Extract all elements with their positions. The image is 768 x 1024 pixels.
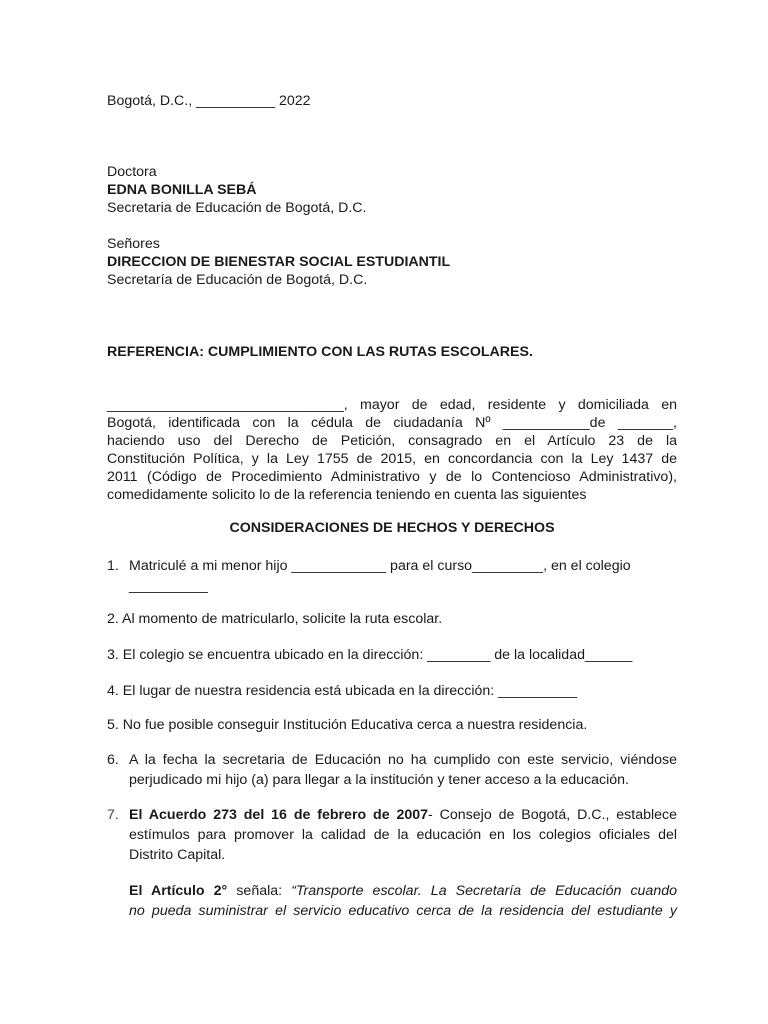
article-quote-2: no pueda suministrar el servicio educativo cerca de la residencia del estudiante y [129,903,677,919]
section-title: CONSIDERACIONES DE HECHOS Y DERECHOS [229,520,555,536]
intro-line: comedidamente solicito lo de la referencia teniendo en cuenta las siguientes [107,487,587,503]
recipient1-title: Doctora [107,164,157,180]
item-line [129,805,677,825]
item-text [129,805,677,865]
intro-line: Constitución Política, y la Ley 1755 de 2015, en concordancia con la Ley 1437 de [107,451,677,467]
item-line: A la fecha la secretaria de Educación no ha cumplido con este servicio, viéndose [129,752,677,768]
acuerdo-reference: El Acuerdo 273 del 16 de febrero de 2007 [129,807,429,823]
intro-line: haciendo uso del Derecho de Petición, consagrado en el Artículo 23 de la [107,433,677,449]
recipient2-name: DIRECCION DE BIENESTAR SOCIAL ESTUDIANTIL [107,254,451,270]
recipient2-position: Secretaría de Educación de Bogotá, D.C. [107,272,368,288]
list-item-7 [107,805,677,865]
intro-line: ______________________________, mayor de edad, residente y domiciliada en [107,397,677,413]
item-line: Distrito Capital. [129,847,226,863]
reference-line: REFERENCIA: CUMPLIMIENTO CON LAS RUTAS ESCOLARES. [107,344,533,360]
article-quote-1: “Transporte escolar. La Secretaría de Educación cuando [291,883,677,899]
item-number: 7. [107,807,119,823]
intro-line: 2011 (Código de Procedimiento Administrativo y de lo Contencioso Administrativo), [107,469,677,485]
recipient2-title: Señores [107,236,160,252]
list-item-1 [107,556,677,596]
list-item-5: 5. No fue posible conseguir Institución Educativa cerca a nuestra residencia. [107,717,588,733]
recipient1-name: EDNA BONILLA SEBÁ [107,182,257,198]
item-line: perjudicado mi hijo (a) para llegar a la institución y tener acceso a la educación. [129,772,629,788]
item-line [129,881,677,901]
list-item-2: 2. Al momento de matricularlo, solicite la ruta escolar. [107,611,443,627]
item-number: 6. [107,752,119,768]
article-text [129,881,677,921]
list-item-3: 3. El colegio se encuentra ubicado en la dirección: ________ de la localidad______ [107,647,633,663]
intro-line: Bogotá, identificada con la cédula de ciudadanía Nº ___________de _______, [107,415,677,431]
date-line: Bogotá, D.C., __________ 2022 [107,93,311,109]
article-title: El Artículo 2° [129,883,228,899]
acuerdo-rest: - Consejo de Bogotá, D.C., establece [428,807,678,823]
item-text [129,556,677,596]
list-item-6 [107,750,677,790]
item-line: __________ [129,578,208,594]
recipient1-position: Secretaria de Educación de Bogotá, D.C. [107,200,367,216]
article-quote [107,881,677,921]
item-line: estímulos para promover la calidad de la educación en los colegios oficiales del [129,827,677,843]
intro-paragraph [107,396,677,504]
item-number: 1. [107,558,119,574]
article-plain: señala: [227,883,292,899]
list-item-4: 4. El lugar de nuestra residencia está ubicada en la dirección: __________ [107,683,578,699]
item-text [129,750,677,790]
item-line: Matriculé a mi menor hijo ____________ para el curso_________, en el colegio [129,558,631,574]
